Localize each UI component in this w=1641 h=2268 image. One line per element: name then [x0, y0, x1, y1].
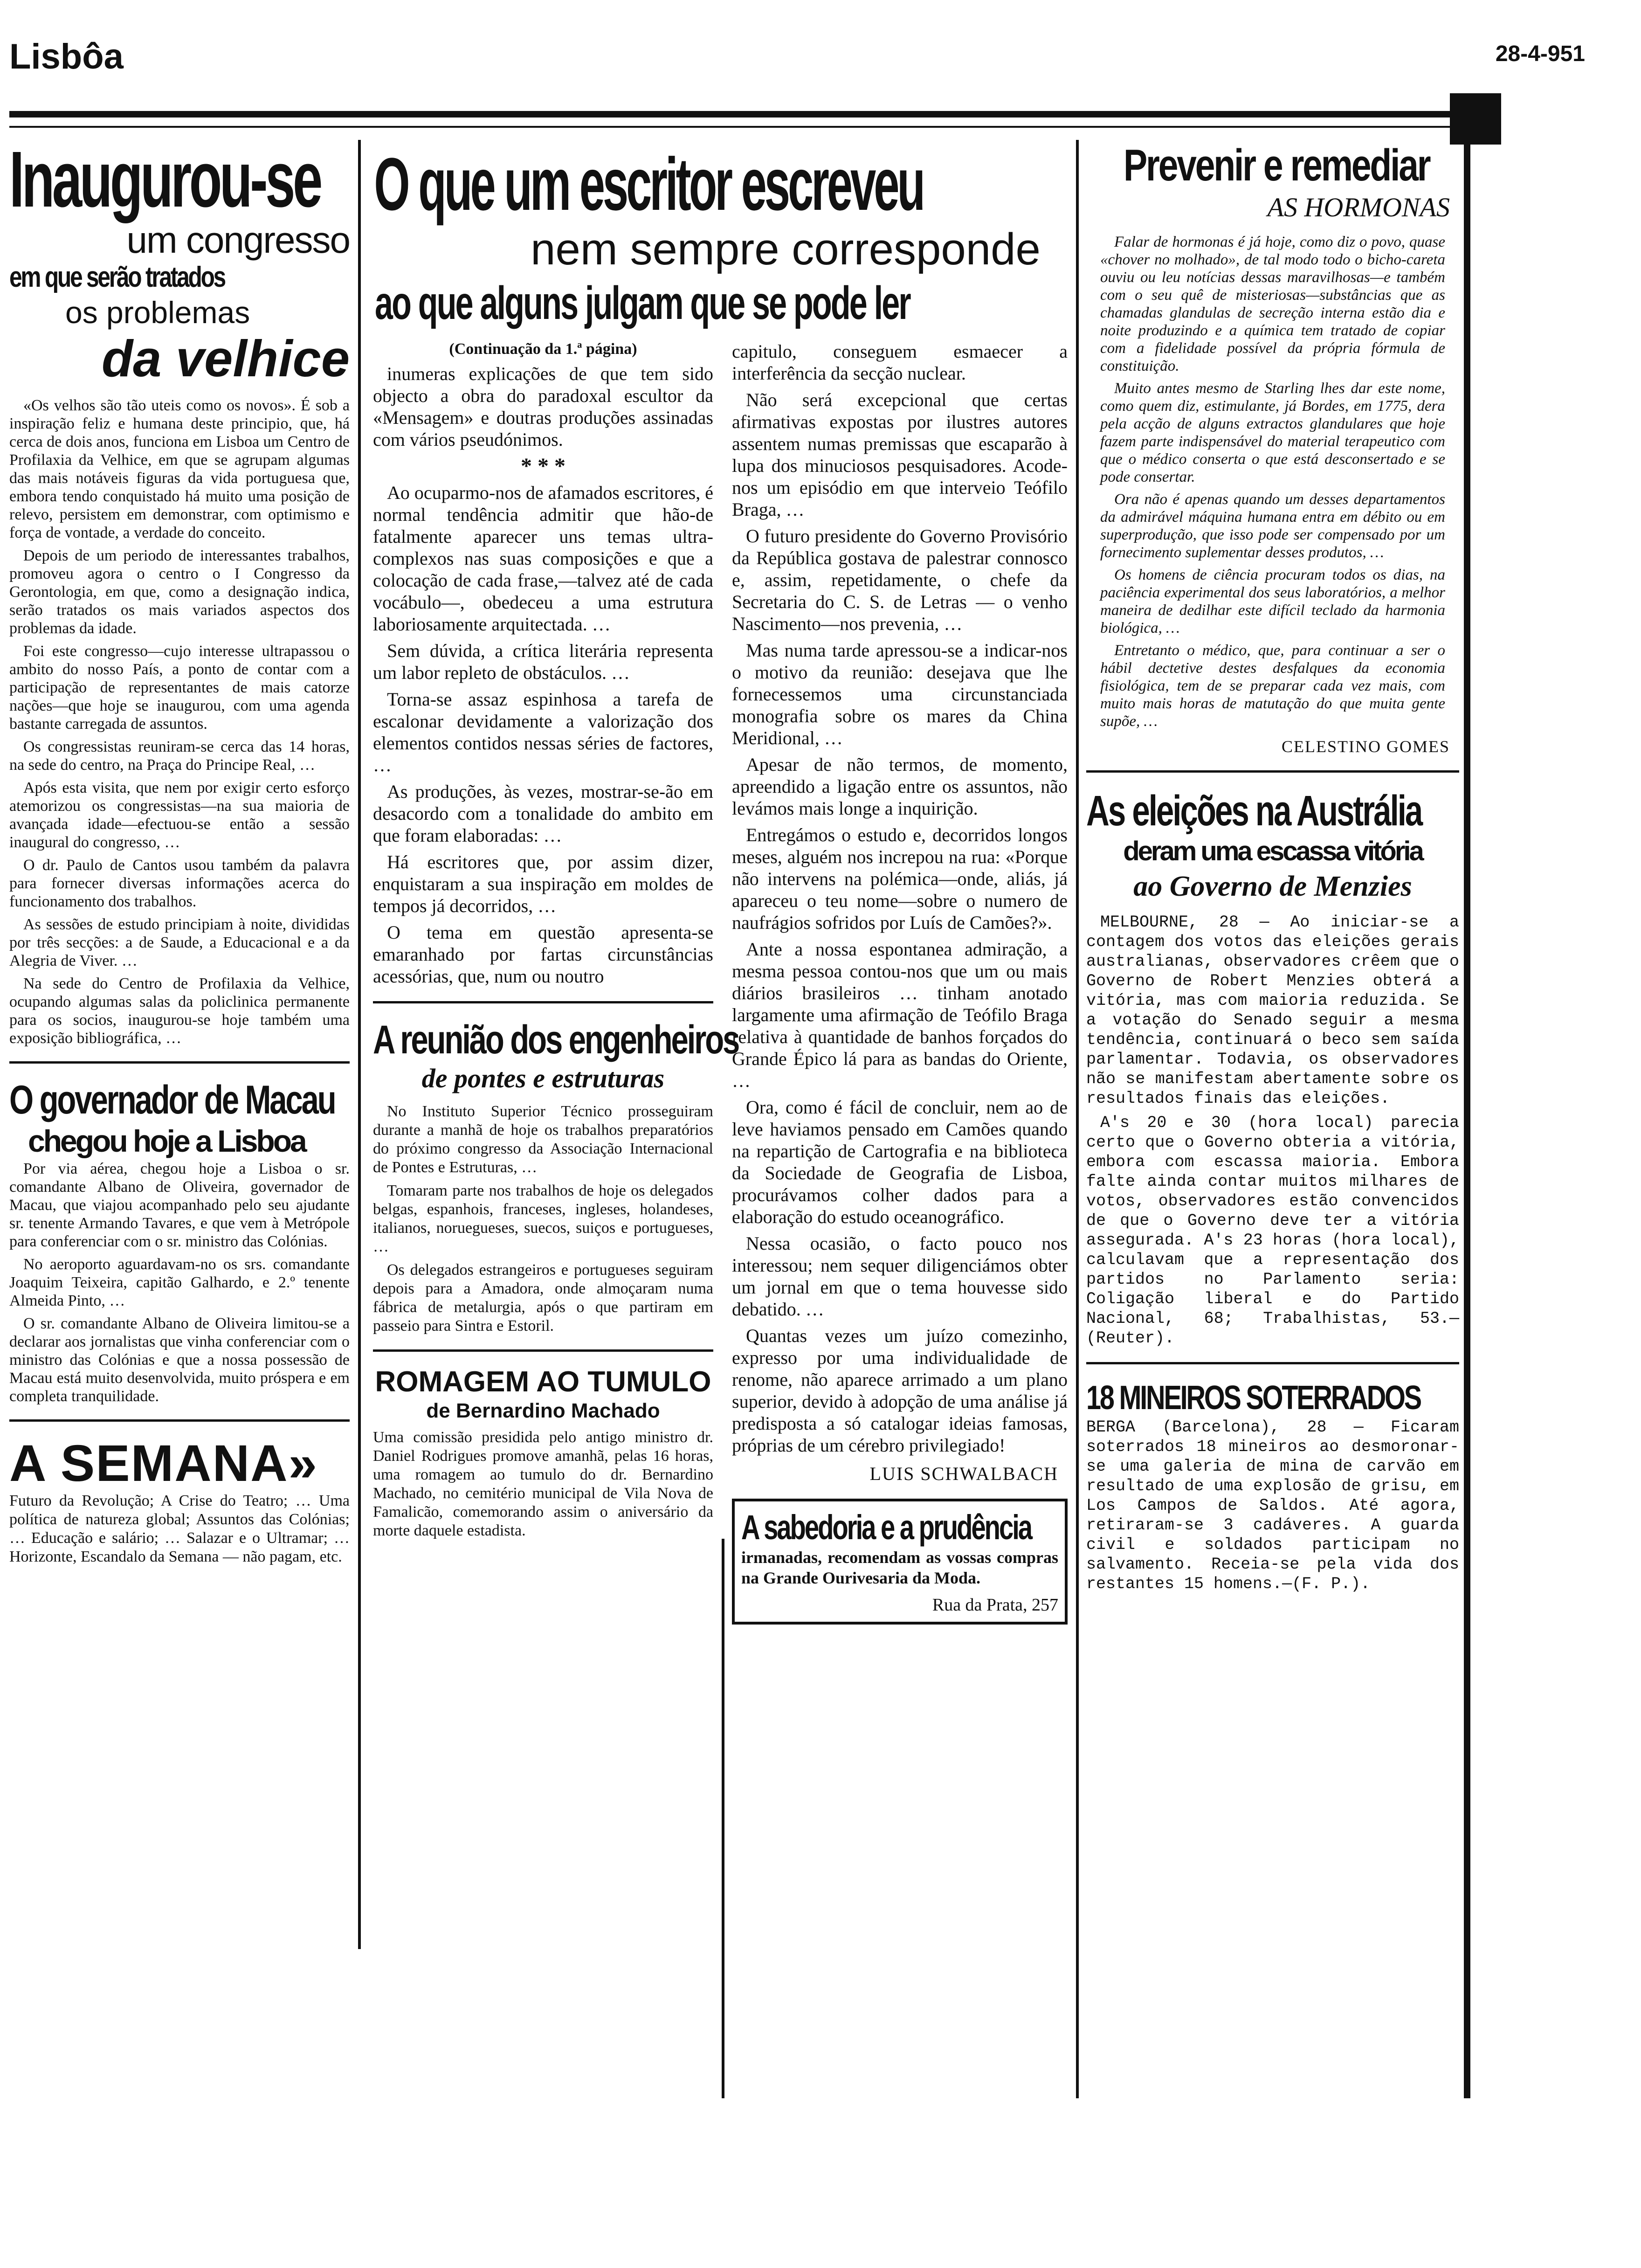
engenheiros-body: [373, 1102, 713, 1335]
escritor-paragraph: Não será excepcional que certas afirmativas expostas por ilustres autores assentem numas premissas que escaparão à lupa dos minuciosos pesquisadores. Acode-nos um episódio em que interveio Teófilo Braga, …: [732, 389, 1068, 520]
engenheiros-headline: A reunião dos engenheiros: [373, 1017, 739, 1062]
divider: [9, 1061, 350, 1064]
escritor-signature: LUIS SCHWALBACH: [869, 1463, 1058, 1484]
australia-paragraph: MELBOURNE, 28 — Ao iniciar-se a contagem dos votos das eleições gerais australianas, observadores crêem que o Governo de Robert Menzies obterá a vitória, mas com maioria reduzida. Se a votação do Senado seguir a mesma tendência, continuará o beco sem saída parlamentar. Todavia, os observadores não se manifestam abertamente sobre os resultados finais das eleições.: [1086, 913, 1459, 1108]
escritor-paragraph: Ora, como é fácil de concluir, nem ao de leve haviamos pensado em Camões quando na repartição de Cartografia e na biblioteca da Sociedade de Geografia de Lisboa, procurávamos colher dados para a elaboração do estudo oceanográfico.: [732, 1097, 1068, 1227]
romagem-sub: de Bernardino Machado: [426, 1399, 660, 1422]
hormonas-paragraph: Entretanto o médico, que, para continuar a ser o hábil dectetive destes desfalques da economia fisiológica, tem de se preparar cada vez mais, com muito mais horas de matutação do que muita gente supõe, …: [1100, 642, 1445, 730]
hormonas-paragraph: Ora não é apenas quando um desses departamentos da admirável máquina humana entra em débito ou em superprodução, que isso pode ser compensado por um fornecimento suplementar desses produtos, …: [1100, 491, 1445, 561]
divider: [373, 1001, 713, 1003]
column-rule: [722, 1539, 724, 2098]
corner-mark: [1450, 93, 1501, 145]
sabedoria-ad: [732, 1499, 1068, 1625]
australia-sub2: ao Governo de Menzies: [1133, 871, 1412, 902]
velhice-paragraph: Na sede do Centro de Profilaxia da Velhice, ocupando algumas salas da policlinica permanente para os socios, inaugurou-se hoje também uma exposição bibliográfica, …: [9, 975, 350, 1047]
velhice-paragraph: Após esta visita, que nem por exigir certo esforço atemorizou os congressistas—na sua maioria de avançada idade—efectuou-se então a sessão inaugural do congresso, …: [9, 779, 350, 851]
escritor-paragraph: Torna-se assaz espinhosa a tarefa de escalonar devidamente a valorização dos elementos contidos nessas séries de factores, …: [373, 689, 713, 775]
hormonas-paragraph: Muito antes mesmo de Starling lhes dar este nome, como quem diz, estimulante, já Bordes, em 1775, dera pela acção de alguns extractos glandulares que hoje fazem parte indispensável do material terapeutico com que o médico conserta o que está desconsertado e se pode consertar.: [1100, 380, 1445, 485]
australia-paragraph: A's 20 e 30 (hora local) parecia certo que o Governo obteria a vitória, embora com escassa maioria. Embora falte ainda contar muitos milhares de votos, observadores estão convencidos de que o Governo deve ter a vitória assegurada. A's 23 horas (hora local), calculavam que a representação dos partidos no Parlamento seria: Coligação liberal e do Partido Nacional, 68; Trabalhistas, 53.—(Reuter).: [1086, 1113, 1459, 1348]
hormonas-sub: AS HORMONAS: [1267, 192, 1450, 222]
hormonas-signature: CELESTINO GOMES: [1282, 737, 1450, 756]
escritor-body-b: [732, 340, 1068, 1456]
escritor-headline: O que um escritor escreveu: [374, 142, 924, 226]
velhice-headline: Inaugurou-se: [9, 135, 320, 224]
top-rule-thin: [9, 126, 1455, 128]
escritor-paragraph: Nessa ocasião, o facto pouco nos interessou; nem sequer diligenciámos obter um jornal em que o tema houvesse sido debatido. …: [732, 1233, 1068, 1320]
mineiros-headline: 18 MINEIROS SOTERRADOS: [1086, 1379, 1420, 1417]
hormonas-headline: Prevenir e remediar: [1124, 140, 1430, 190]
escritor-paragraph: Apesar de não termos, de momento, apreendido a ligação entre os assuntos, não levámos mais longe a inquirição.: [732, 754, 1068, 819]
macau-headline: O governador de Macau: [9, 1078, 335, 1122]
escritor-paragraph: inumeras explicações de que tem sido objecto a obra do paradoxal escultor da «Mensagem» e doutras produções assinadas com vários pseudónimos.: [373, 363, 713, 450]
velhice-paragraph: «Os velhos são tão uteis como os novos». É sob a inspiração feliz e humana deste principio, que, há cerca de dois anos, funciona em Lisboa um Centro de Profilaxia da Velhice, em que se agrupam algumas das mais notáveis figuras da vida portuguesa que, embora tendo conquistado há muito uma posição de relevo, persistem em demonstrar, com optimismo e força de vontade, a verdade do conceito.: [9, 397, 350, 541]
divider: [9, 1419, 350, 1422]
continuation-note: (Continuação da 1.ª página): [449, 340, 637, 358]
escritor-paragraph: Ao ocuparmo-nos de afamados escritores, é normal tendência admitir que hão-de fatalmente aparecer uns temas ultra-complexos nas suas composições e que a colocação de cada frase,—talvez até de cada vocábulo—, obedeceu a uma estrutura laboriosamente arquitectada. …: [373, 482, 713, 635]
velhice-sub1: um congresso: [126, 219, 350, 261]
macau-paragraph: O sr. comandante Albano de Oliveira limitou-se a declarar aos jornalistas que vinha conferenciar com o ministro das Colónias e que a nossa possessão de Macau está muito desenvolvida, muito próspera e em completa tranquilidade.: [9, 1315, 350, 1405]
velhice-paragraph: Depois de um periodo de interessantes trabalhos, promoveu agora o centro o I Congresso da Gerontologia, em que, como a designação indica, serão tratados os mais variados aspectos dos problemas da idade.: [9, 547, 350, 637]
escritor-paragraph: capitulo, conseguem esmaecer a interferência da secção nuclear.: [732, 341, 1068, 384]
escritor-header: [368, 142, 1072, 331]
escritor-paragraph: As produções, às vezes, mostrar-se-ão em desacordo com a tonalidade do ambito em que foram elaboradas: …: [373, 781, 713, 846]
australia-sub1: deram uma escassa vitória: [1123, 836, 1422, 866]
australia-body: [1086, 913, 1459, 1348]
mineiros-text: BERGA (Barcelona), 28 — Ficaram soterrados 18 mineiros ao desmoronar-se uma galeria de mina de carvão em resultado de uma explosão de grisu, em Los Campos de Saldos. Até agora, retiraram-se 3 cadáveres. A guarda civil e soldados participam no salvamento. Receia-se pela vida dos restantes 15 homens.—(F. P.).: [1086, 1418, 1459, 1593]
column-rule: [358, 140, 361, 1949]
escritor-body-a: [373, 363, 713, 987]
escritor-paragraph: O tema em questão apresenta-se emaranhado por fartas circunstâncias acessórias, que, num ou noutro: [373, 922, 713, 987]
escritor-paragraph: Entregámos o estudo e, decorridos longos meses, alguém nos increpou na rua: «Porque não intervens na polémica—onde, aliás, já apareceu o teu nome—sobre o numero de naufrágios sofridos por Luís de Camões?».: [732, 824, 1068, 933]
hormonas-paragraph: Falar de hormonas é já hoje, como diz o povo, quase «chover no molhado», de tal modo todo o bicho-careta ouviu ou leu notícias dessas maravilhosas—e também com o seu quê de misteriosas—substâncias que as chamadas glandulas de secreção interna estão dia e noite produzindo e a química tem tratado de copiar com a fidelidade possível da própria fórmula de constituição.: [1100, 234, 1445, 374]
engenheiros-paragraph: Tomaram parte nos trabalhos de hoje os delegados belgas, espanhois, franceses, ingleses, holandeses, italianos, noruegueses, suecos, suiços e portugueses, …: [373, 1182, 713, 1255]
divider: [373, 1349, 713, 1352]
hormonas-body: [1086, 233, 1459, 730]
escritor-column-a: [373, 340, 739, 1547]
escritor-paragraph: O futuro presidente do Governo Provisório da República gostava de palestrar connosco e, assim, repetidamente, o chefe da Secretaria do C. S. de Letras — o venho Nascimento—nos prevenia, …: [732, 526, 1068, 634]
masthead-date: 28-4-951: [1495, 41, 1585, 66]
velhice-paragraph: As sessões de estudo principiam à noite, divididas por três secções: a de Saude, a Educacional e a da Alegria de Viver. …: [9, 916, 350, 969]
romagem-text: Uma comissão presidida pelo antigo ministro dr. Daniel Rodrigues promove amanhã, pelas 16 horas, uma romagem ao tumulo do dr. Bernardino Machado, no cemitério municipal de Vila Nova de Famalicão, comemorando assim o aniversário da morte daquele estadista.: [373, 1429, 713, 1539]
column-4: [1086, 140, 1459, 1600]
sabedoria-headline: A sabedoria e a prudência: [741, 1508, 1032, 1547]
page-border-right: [1464, 140, 1470, 2098]
sabedoria-text: irmanadas, recomendam as vossas compras na Grande Ourivesaria da Moda.: [741, 1548, 1058, 1587]
australia-headline: As eleições na Austrália: [1086, 787, 1422, 835]
column-1: [9, 135, 350, 1573]
romagem-headline: ROMAGEM AO TUMULO: [375, 1366, 711, 1398]
semana-title: A SEMANA»: [9, 1435, 318, 1492]
velhice-sub4: da velhice: [102, 330, 350, 387]
escritor-sub2: ao que alguns julgam que se pode ler: [375, 277, 910, 329]
escritor-paragraph: Ante a nossa espontanea admiração, a mesma pessoa contou-nos que um ou mais diários brasileiros … tinham anotado largamente uma afirmação de Teófilo Braga relativa à quantidade de banhos forçados do Grande Épico lá para as bandas do Oriente, …: [732, 939, 1068, 1091]
velhice-paragraph: Foi este congresso—cujo interesse ultrapassou o ambito do nosso País, a ponto de contar com a participação de representantes de mais catorze nações—que hoje se inaugurou, com uma agenda bastante carregada de assuntos.: [9, 643, 350, 733]
section-break: * * *: [521, 454, 565, 478]
escritor-paragraph: Mas numa tarde apressou-se a indicar-nos o motivo da reunião: desejava que lhe fornecessemos uma circunstanciada monografia sobre os mares da China Meridional, …: [732, 640, 1068, 748]
escritor-sub1: nem sempre corresponde: [531, 224, 1041, 274]
escritor-paragraph: Há escritores que, por assim dizer, enquistaram a sua inspiração em moldes de tempos já decorridos, …: [373, 851, 713, 916]
top-rule: [9, 111, 1455, 118]
escritor-paragraph: Sem dúvida, a crítica literária representa um labor repleto de obstáculos. …: [373, 640, 713, 683]
macau-sub: chegou hoje a Lisboa: [28, 1124, 305, 1158]
escritor-column-b: [732, 340, 1068, 1625]
macau-paragraph: Por via aérea, chegou hoje a Lisboa o sr. comandante Albano de Oliveira, governador de Macau, que viajou acompanhado pelo seu ajudante sr. tenente Armando Tavares, e que vem à Metrópole para conferenciar com o sr. ministro das Colónias.: [9, 1160, 350, 1250]
macau-paragraph: No aeroporto aguardavam-no os srs. comandante Joaquim Teixeira, capitão Galhardo, e 2.º tenente Almeida Pinto, …: [9, 1256, 350, 1309]
velhice-sub3: os problemas: [65, 295, 250, 330]
divider: [1086, 1362, 1459, 1364]
hormonas-paragraph: Os homens de ciência procuram todos os dias, na paciência experimental dos seus laboratórios, a melhor maneira de dedilhar este difícil teclado da harmonia biológica, …: [1100, 567, 1445, 636]
engenheiros-paragraph: No Instituto Superior Técnico prosseguiram durante a manhã de hoje os trabalhos preparatórios do próximo congresso da Associação Internacional de Pontes e Estruturas, …: [373, 1103, 713, 1176]
divider: [1086, 770, 1459, 773]
velhice-body: [9, 396, 350, 1047]
velhice-paragraph: Os congressistas reuniram-se cerca das 14 horas, na sede do centro, na Praça do Principe Real, …: [9, 738, 350, 774]
masthead-title: Lisbôa: [9, 37, 124, 76]
sabedoria-address: Rua da Prata, 257: [932, 1595, 1058, 1615]
velhice-paragraph: O dr. Paulo de Cantos usou também da palavra para fornecer diversas informações acerca do funcionamento dos trabalhos.: [9, 857, 350, 910]
macau-body: [9, 1160, 350, 1405]
column-rule: [1076, 140, 1079, 2098]
semana-text: Futuro da Revolução; A Crise do Teatro; … Uma política de natureza global; Assuntos das Colónias; … Educação e salário; … Salazar e o Ultramar; … Horizonte, Escandalo da Semana — não pagam, etc.: [9, 1492, 350, 1565]
engenheiros-paragraph: Os delegados estrangeiros e portugueses seguiram depois para a Amadora, onde almoçaram numa fábrica de metalurgia, após o que partiram em passeio para Sintra e Estoril.: [373, 1261, 713, 1335]
escritor-paragraph: Quantas vezes um juízo comezinho, expresso por uma individualidade de renome, não aparece arrimado a um plano superior, devido à adopção de uma análise já predisposta a só catalogar ideias famosas, próprias de um cérebro privilegiado!: [732, 1325, 1068, 1456]
engenheiros-sub: de pontes e estruturas: [421, 1063, 665, 1093]
velhice-sub2: em que serão tratados: [9, 261, 225, 293]
